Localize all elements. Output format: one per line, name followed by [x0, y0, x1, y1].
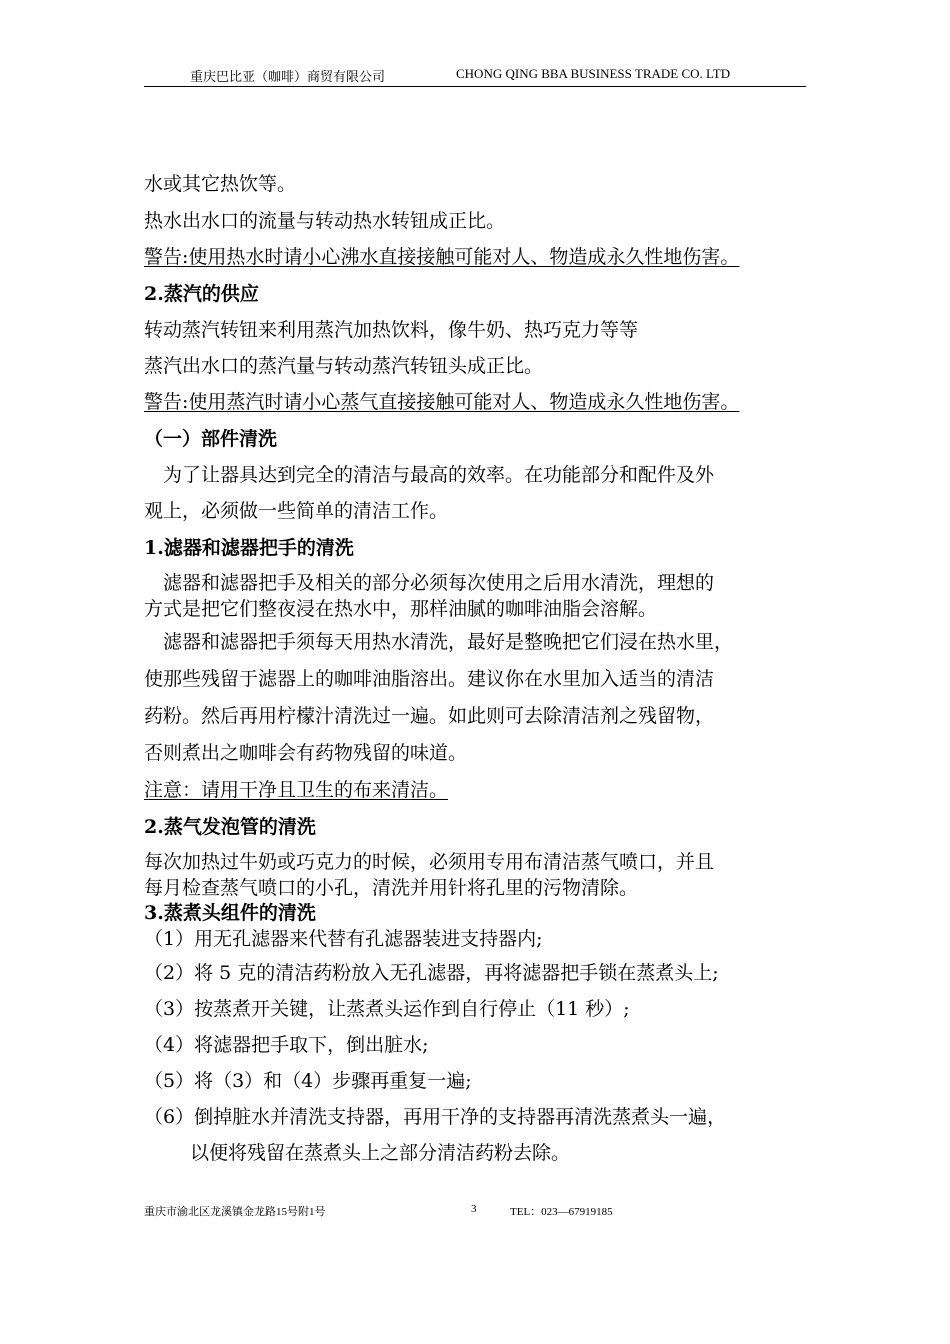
page-header [144, 66, 806, 87]
paragraph-line: 使那些残留于滤器上的咖啡油脂溶出。建议你在水里加入适当的清洁 [144, 668, 715, 690]
paragraph-line: 水或其它热饮等。 [144, 173, 297, 195]
step-item: （4）将滤器把手取下，倒出脏水; [144, 1034, 429, 1056]
footer-address: 重庆市渝北区龙溪镇金龙路15号附1号 [144, 1206, 326, 1218]
paragraph-line: 蒸汽出水口的蒸汽量与转动蒸汽转钮头成正比。 [144, 355, 544, 377]
footer-page-number: 3 [471, 1203, 477, 1215]
warning-hot-water: 警告:使用热水时请小心沸水直接接触可能对人、物造成永久性地伤害。 [144, 246, 740, 268]
header-company-cn: 重庆巴比亚（咖啡）商贸有限公司 [190, 69, 386, 84]
paragraph-line: 转动蒸汽转钮来利用蒸汽加热饮料，像牛奶、热巧克力等等 [144, 319, 639, 341]
header-company-en: CHONG QING BBA BUSINESS TRADE CO. LTD [456, 66, 731, 81]
warning-steam: 警告:使用蒸汽时请小心蒸气直接接触可能对人、物造成永久性地伤害。 [144, 391, 740, 413]
section-heading-parts-cleaning: （一）部件清洗 [144, 428, 278, 450]
section-heading-filter: 1.滤器和滤器把手的清洗 [144, 537, 354, 559]
paragraph-line: 每次加热过牛奶或巧克力的时候，必须用专用布清洁蒸气喷口，并且 [144, 851, 715, 873]
paragraph-line: 热水出水口的流量与转动热水转钮成正比。 [144, 210, 506, 232]
step-item: （2）将 5 克的清洁药粉放入无孔滤器，再将滤器把手锁在蒸煮头上; [144, 962, 719, 984]
step-item: （3）按蒸煮开关键，让蒸煮头运作到自行停止（11 秒）; [144, 998, 630, 1020]
section-heading-brew-head: 3.蒸煮头组件的清洗 [144, 902, 316, 924]
step-item: （1）用无孔滤器来代替有孔滤器装进支持器内; [144, 928, 543, 950]
section-heading-steam-wand: 2.蒸气发泡管的清洗 [144, 816, 316, 838]
paragraph-line: 观上，必须做一些简单的清洁工作。 [144, 500, 449, 522]
step-item-continuation: 以便将残留在蒸煮头上之部分清洁药粉去除。 [190, 1142, 571, 1164]
step-item: （5）将（3）和（4）步骤再重复一遍; [144, 1070, 472, 1092]
paragraph-line: 药粉。然后再用柠檬汁清洗过一遍。如此则可去除清洁剂之残留物， [144, 705, 715, 727]
paragraph-line: 滤器和滤器把手须每天用热水清洗，最好是整晚把它们浸在热水里， [144, 631, 734, 653]
paragraph-line: 方式是把它们整夜浸在热水中，那样油腻的咖啡油脂会溶解。 [144, 598, 658, 620]
footer-telephone: TEL：023—67919185 [510, 1206, 613, 1218]
paragraph-line: 为了让器具达到完全的清洁与最高的效率。在功能部分和配件及外 [144, 464, 715, 486]
paragraph-line: 否则煮出之咖啡会有药物残留的味道。 [144, 742, 468, 764]
paragraph-line: 每月检查蒸气喷口的小孔，清洗并用针将孔里的污物清除。 [144, 877, 639, 899]
step-item: （6）倒掉脏水并清洗支持器，再用干净的支持器再清洗蒸煮头一遍， [144, 1106, 727, 1128]
paragraph-line: 滤器和滤器把手及相关的部分必须每次使用之后用水清洗，理想的 [144, 572, 715, 594]
section-heading-steam: 2.蒸汽的供应 [144, 283, 259, 305]
note-cleaning-cloth: 注意：请用干净且卫生的布来清洁。 [144, 779, 449, 801]
